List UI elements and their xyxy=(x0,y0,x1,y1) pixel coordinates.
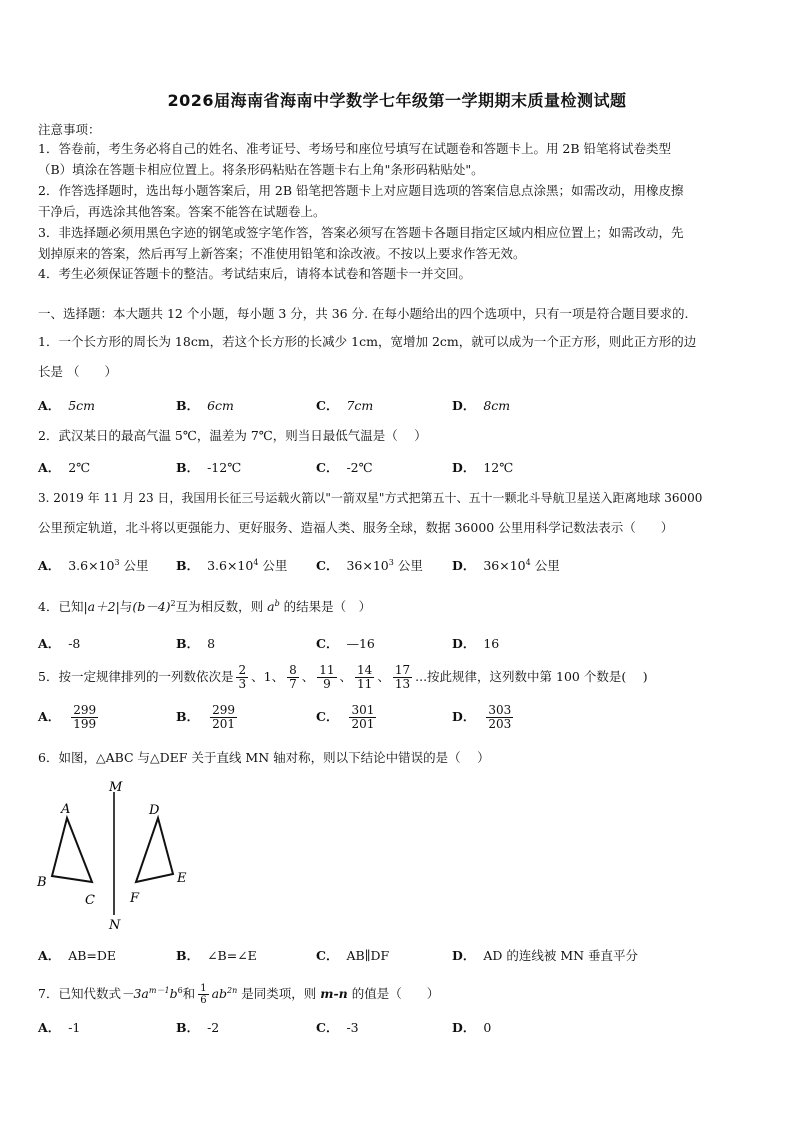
question-3-stem: 3. 2019 年 11 月 23 日，我国用长征三号运载火箭以"一箭双星"方式把第五十、五十一颗北斗导航卫星送入距离地球 36000 xyxy=(38,491,703,505)
option-b[interactable]: B． ∠B=∠E xyxy=(176,948,257,963)
label-f: F xyxy=(130,891,140,906)
question-2-options xyxy=(38,458,758,478)
section-heading: 一、选择题：本大题共 12 个小题，每小题 3 分，共 36 分. 在每小题给出的四个选项中，只有一项是符合题目要求的. xyxy=(38,306,689,321)
option-d[interactable]: D． 16 xyxy=(452,636,500,651)
label-b: B xyxy=(37,875,47,890)
option-a[interactable]: A． $\frac{299}{199}$ xyxy=(38,703,97,731)
symmetry-figure xyxy=(30,778,200,936)
question-1-stem: 1．一个长方形的周长为 18cm，若这个长方形的长减少 1cm，宽增加 2cm，就可以成为一个正方形，则此正方形的边 xyxy=(38,334,697,349)
notice-heading: 注意事项： xyxy=(38,122,101,137)
question-1-options xyxy=(38,396,758,416)
option-d[interactable]: D． $\frac{303}{203}$ xyxy=(452,703,512,731)
option-b[interactable]: B． -2 xyxy=(176,1020,220,1035)
option-a[interactable]: A． -8 xyxy=(38,636,81,651)
page-title: 2026届海南省海南中学数学七年级第一学期期末质量检测试题 xyxy=(167,91,627,110)
question-5-stem: 5．按一定规律排列的一列数依次是 $\frac{2}{3}$ 、1、 $\frac{8}{7}$ 、 $\frac{11}{9}$ 、 $\frac{14}{11}$ 、 $\frac{17}{13}$ ...按此规律，这列数中第 100 个数是( ) xyxy=(38,663,648,691)
option-d[interactable]: D． 8cm xyxy=(452,398,511,413)
option-a[interactable]: A． 2℃ xyxy=(38,460,91,475)
notice-line: 3．非选择题必须用黑色字迹的钢笔或签字笔作答，答案必须写在答题卡各题目指定区域内相应位置上；如需改动，先 xyxy=(38,225,684,240)
label-m: M xyxy=(109,780,123,795)
option-c[interactable]: C． $\frac{301}{201}$ xyxy=(316,703,375,731)
question-7-stem: 7．已知代数式$-3a^{m-1}b^6$和 $\frac{1}{6}$ $ab^{2n}$ 是同类项，则 m-n 的值是（ ） xyxy=(38,983,440,1007)
label-a: A xyxy=(61,802,71,817)
sequence-fraction: $\frac{11}{9}$ xyxy=(319,663,335,691)
option-d[interactable]: D． AD 的连线被 MN 垂直平分 xyxy=(452,948,639,963)
option-c[interactable]: C． -2℃ xyxy=(316,460,373,475)
option-b[interactable]: B． 8 xyxy=(176,636,216,651)
triangle-def xyxy=(136,818,173,882)
question-7-options xyxy=(38,1018,758,1038)
question-4-stem: 4．已知|a＋2|与$(b-4)^2$互为相反数，则 $a^b$ 的结果是（ ） xyxy=(38,599,372,615)
option-d[interactable]: D． 0 xyxy=(452,1020,492,1035)
question-5-options xyxy=(38,704,758,738)
option-b[interactable]: B． -12℃ xyxy=(176,460,242,475)
sequence-fraction: $\frac{14}{11}$ xyxy=(357,663,373,691)
sequence-fraction: $\frac{2}{3}$ xyxy=(238,663,247,691)
sequence-fraction: $\frac{17}{13}$ xyxy=(394,663,411,691)
option-a[interactable]: A． $3.6\times 10^3$ 公里 xyxy=(38,557,149,573)
option-c[interactable]: C． —16 xyxy=(316,636,375,651)
question-6-stem: 6．如图，△ABC 与△DEF 关于直线 MN 轴对称，则以下结论中错误的是（ ） xyxy=(38,750,490,765)
notice-line: 划掉原来的答案，然后再写上新答案；不准使用铅笔和涂改液。不按以上要求作答无效。 xyxy=(38,246,526,261)
option-a[interactable]: A． AB=DE xyxy=(38,948,117,963)
option-a[interactable]: A． -1 xyxy=(38,1020,81,1035)
option-c[interactable]: C． AB∥DF xyxy=(316,948,390,963)
option-a[interactable]: A． 5cm xyxy=(38,398,96,413)
question-3-options xyxy=(38,556,758,576)
question-3-stem-cont: 公里预定轨道，北斗将以更强能力、更好服务、造福人类、服务全球，数据 36000 公里用科学记数法表示（ ） xyxy=(38,520,674,535)
label-c: C xyxy=(85,893,95,908)
label-n: N xyxy=(109,918,121,933)
option-c[interactable]: C． -3 xyxy=(316,1020,359,1035)
coefficient-fraction: $\frac{1}{6}$ xyxy=(200,983,207,1007)
notice-line: 干净后，再选涂其他答案。答案不能答在试题卷上。 xyxy=(38,204,326,219)
option-d[interactable]: D． 12℃ xyxy=(452,460,514,475)
option-c[interactable]: C． 7cm xyxy=(316,398,374,413)
question-6-options xyxy=(38,946,758,966)
question-4-options xyxy=(38,634,758,654)
notice-line: 1．答卷前，考生务必将自己的姓名、准考证号、考场号和座位号填写在试题卷和答题卡上。用 2B 铅笔将试卷类型 xyxy=(38,141,672,156)
notice-line: 4．考生必须保证答题卡的整洁。考试结束后，请将本试卷和答题卡一并交回。 xyxy=(38,266,471,281)
option-c[interactable]: C． $36\times 10^3$ 公里 xyxy=(316,557,423,573)
notice-line: 2．作答选择题时，选出每小题答案后，用 2B 铅笔把答题卡上对应题目选项的答案信息点涂黑；如需改动，用橡皮擦 xyxy=(38,183,684,198)
option-b[interactable]: B． 6cm xyxy=(176,398,234,413)
label-d: D xyxy=(149,803,160,818)
triangle-abc xyxy=(52,818,92,882)
question-2-stem: 2．武汉某日的最高气温 5℃，温差为 7℃，则当日最低气温是（ ） xyxy=(38,428,427,443)
sequence-fraction: $\frac{8}{7}$ xyxy=(289,663,297,691)
option-d[interactable]: D． $36\times 10^4$ 公里 xyxy=(452,557,560,573)
option-b[interactable]: B． $3.6\times 10^4$ 公里 xyxy=(176,557,288,573)
question-1-stem-cont: 长是 （ ） xyxy=(38,364,117,379)
option-b[interactable]: B． $\frac{299}{201}$ xyxy=(176,703,235,731)
notice-line: （B）填涂在答题卡相应位置上。将条形码粘贴在答题卡右上角"条形码粘贴处"。 xyxy=(38,162,484,177)
label-e: E xyxy=(177,871,187,886)
